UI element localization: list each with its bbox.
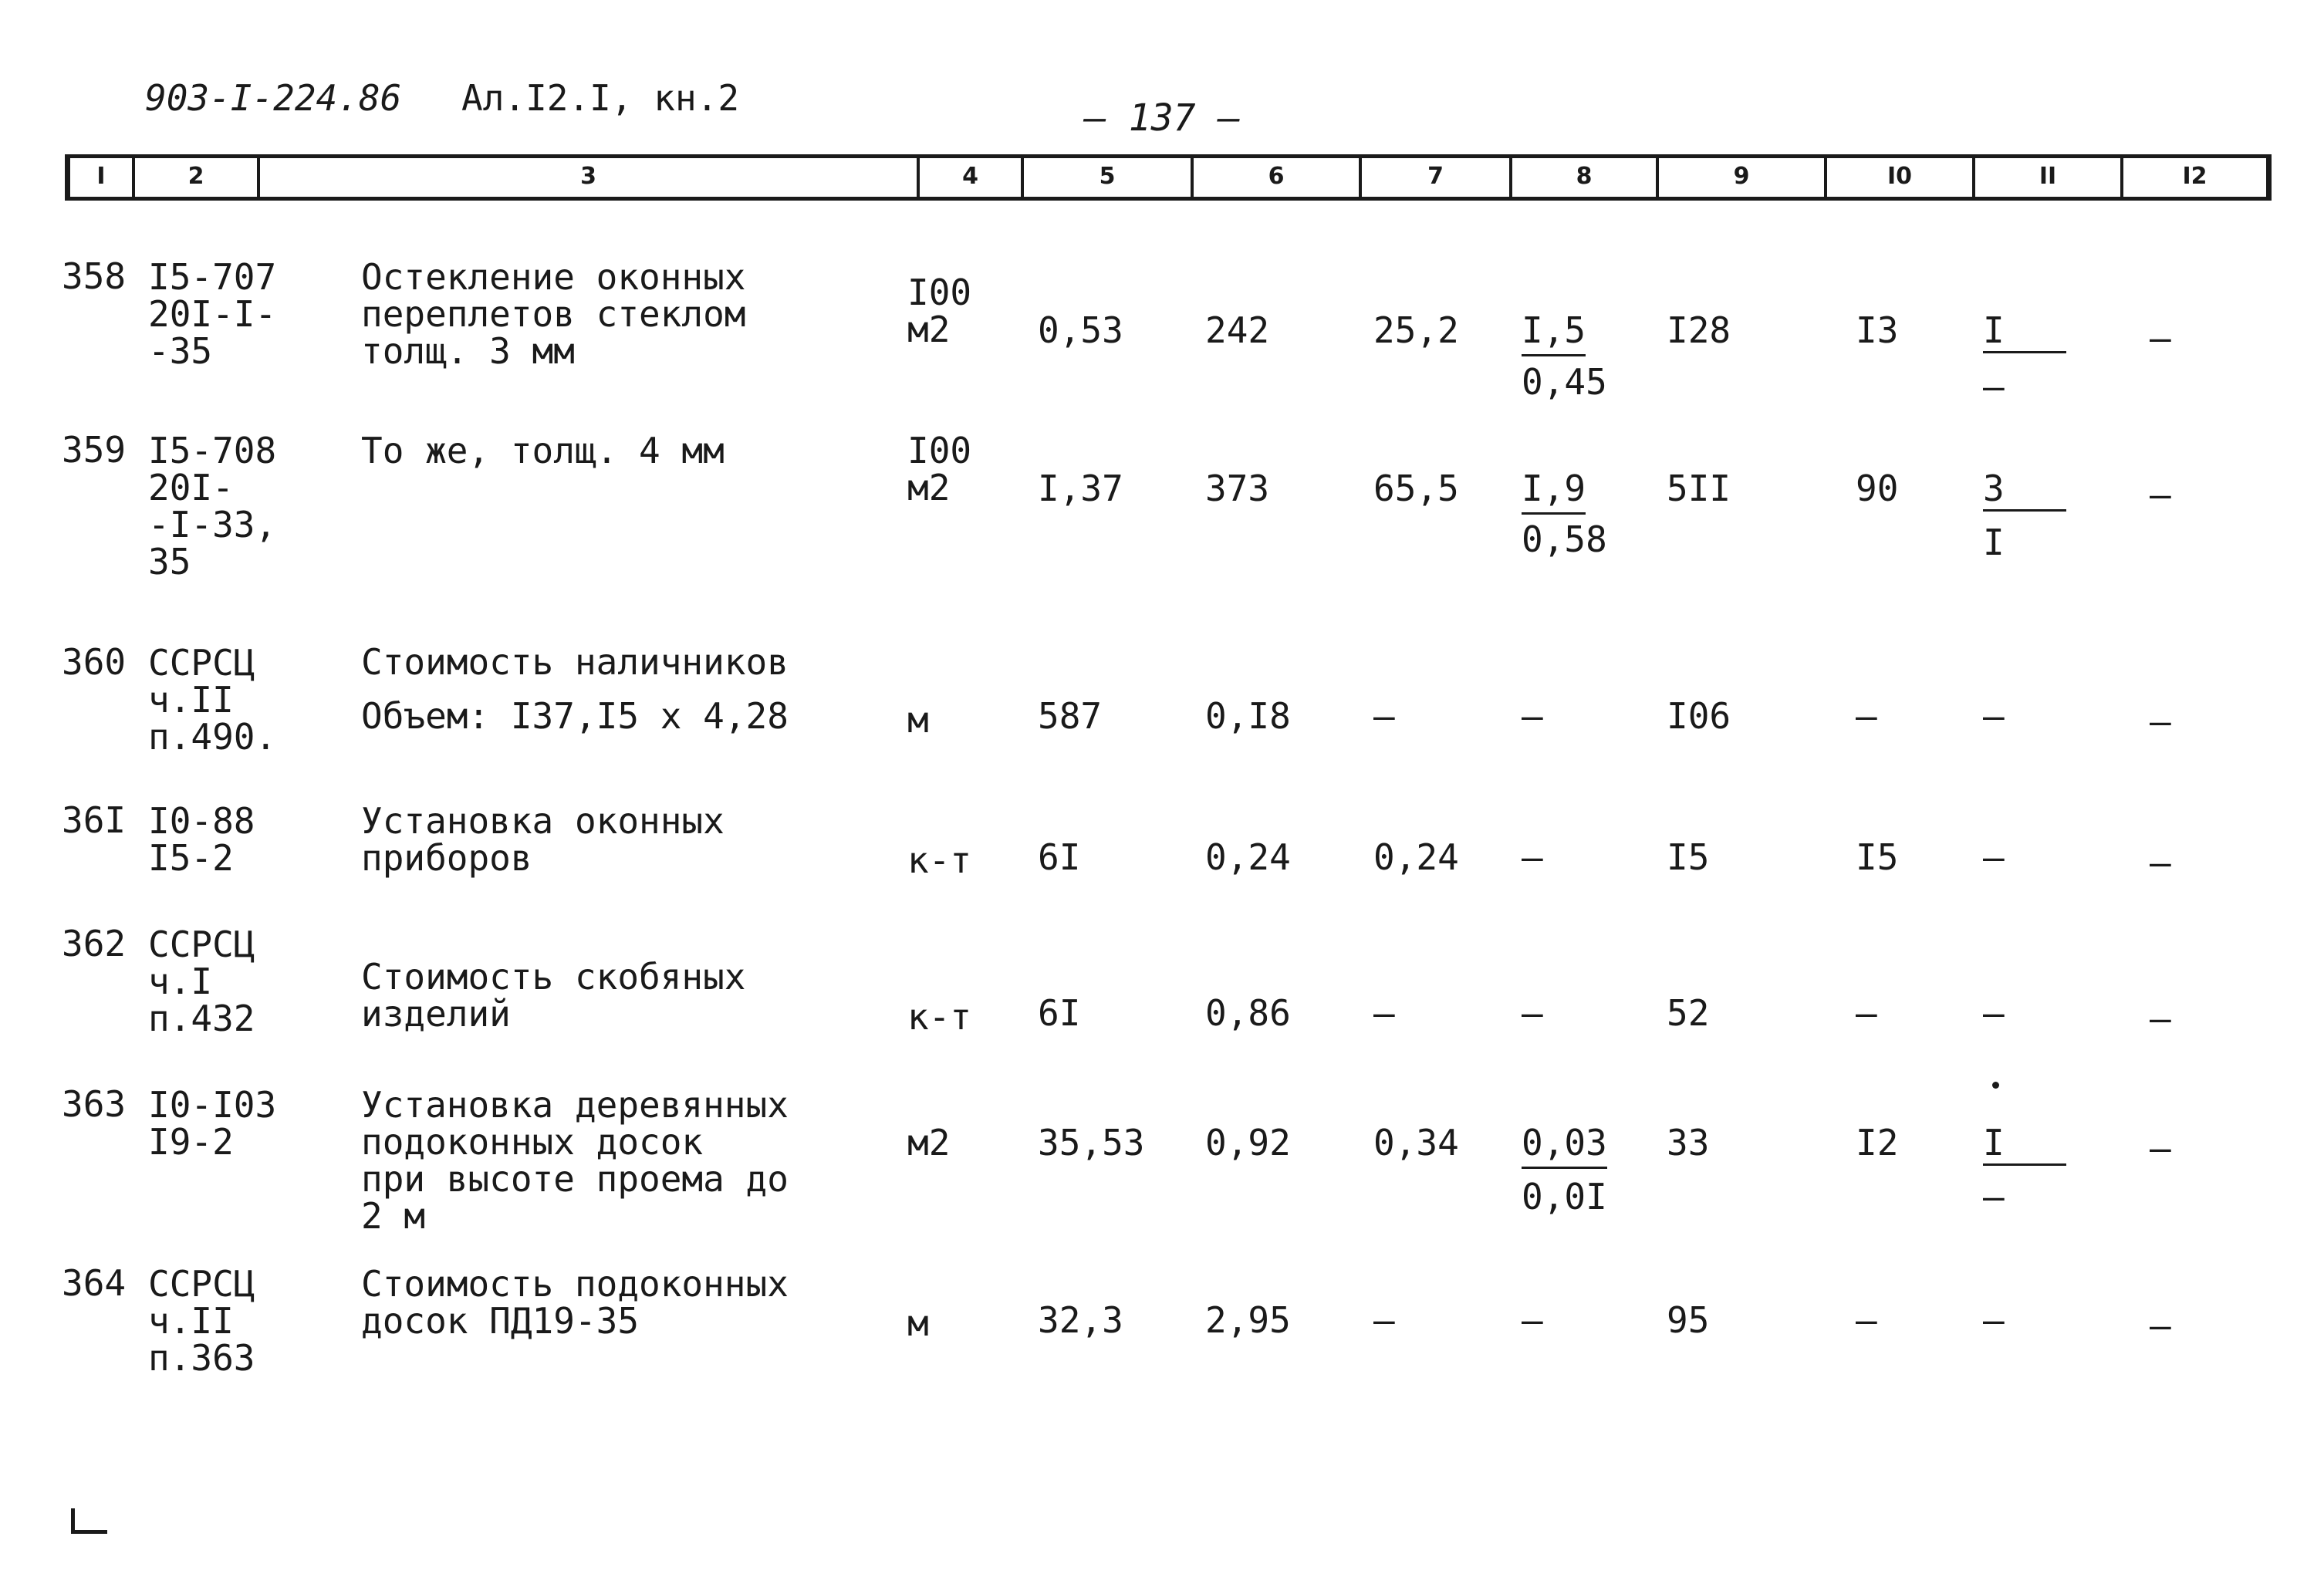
column-header-4: 4	[920, 158, 1024, 197]
row-number: 360	[62, 641, 127, 683]
column-11-top-value: I	[1983, 312, 2066, 353]
unit-cost: 2,95	[1205, 1299, 1291, 1341]
column-11-top-value: 3	[1983, 471, 2066, 512]
column-header-row	[65, 154, 2272, 201]
fraction-bottom: 0,0I	[1522, 1176, 1607, 1217]
rate-code: ССРСЦ ч.II п.490.	[148, 642, 277, 758]
column-10-value: I5	[1856, 836, 1899, 878]
unit-cost: 0,I8	[1205, 695, 1291, 737]
machine-cost: –	[1373, 992, 1395, 1034]
row-number: 36I	[62, 799, 127, 841]
machine-cost: 0,34	[1373, 1122, 1459, 1163]
row-number: 363	[62, 1083, 127, 1125]
total-cost: 5II	[1667, 468, 1731, 509]
mark-dot	[1992, 1082, 1999, 1089]
fraction-bottom: 0,58	[1522, 518, 1607, 560]
total-cost: I5	[1667, 836, 1710, 878]
column-10-value: 90	[1856, 468, 1899, 509]
column-11-value: –	[1983, 992, 2005, 1034]
unit-cost: 0,24	[1205, 836, 1291, 878]
fraction-top	[1522, 1122, 1607, 1163]
column-10-value: –	[1856, 992, 1877, 1034]
column-11-top	[1983, 309, 2066, 353]
column-10-value: –	[1856, 1299, 1877, 1341]
unit-cost: 373	[1205, 468, 1270, 509]
column-12-value: –	[2150, 317, 2171, 359]
column-12-value: –	[2150, 1127, 2171, 1169]
quantity: I,37	[1038, 468, 1123, 509]
fraction-top	[1522, 468, 1586, 509]
fraction-top-value: 0,03	[1522, 1122, 1607, 1169]
unit: к-т	[907, 996, 972, 1038]
column-12-value: –	[2150, 701, 2171, 742]
column-11-top	[1983, 1122, 2066, 1166]
column-10-value: I3	[1856, 309, 1899, 351]
work-name: Установка деревянных подоконных досок при высоте проема до 2 м	[361, 1084, 789, 1237]
column-12-value: –	[2150, 842, 2171, 883]
column-8-value: –	[1522, 1299, 1543, 1341]
unit: м	[907, 1302, 929, 1344]
unit: м2	[907, 1122, 951, 1163]
quantity: 32,3	[1038, 1299, 1123, 1341]
unit: I00 м2	[907, 430, 972, 508]
column-11-top-value: I	[1983, 1125, 2066, 1166]
column-11-bottom: I	[1983, 522, 2005, 563]
column-header-3: 3	[260, 158, 920, 197]
row-number: 364	[62, 1262, 127, 1304]
machine-cost: –	[1373, 1299, 1395, 1341]
column-10-value: I2	[1856, 1122, 1899, 1163]
fraction-bottom: 0,45	[1522, 361, 1607, 403]
total-cost: I28	[1667, 309, 1731, 351]
column-header-7: 7	[1362, 158, 1512, 197]
fraction-top-value: I,9	[1522, 468, 1586, 515]
machine-cost: 0,24	[1373, 836, 1459, 878]
column-12-value: –	[2150, 1305, 2171, 1346]
quantity: 6I	[1038, 836, 1081, 878]
column-8-value: –	[1522, 695, 1543, 737]
machine-cost: 65,5	[1373, 468, 1459, 509]
column-header-12: I2	[2182, 163, 2207, 190]
column-11-bottom: –	[1983, 1176, 2005, 1217]
work-name: Установка оконных приборов	[361, 800, 725, 879]
column-11-value: –	[1983, 695, 2005, 737]
rate-code: I5-708 20I- -I-33, 35	[148, 430, 277, 583]
column-header-11: II	[1975, 158, 2123, 197]
column-header-1: I	[70, 158, 135, 197]
row-number: 362	[62, 923, 127, 964]
column-header-10: I0	[1827, 158, 1975, 197]
column-8-value: –	[1522, 992, 1543, 1034]
column-header-9: 9	[1659, 158, 1827, 197]
work-name: Остекление оконных переплетов стеклом толщ. 3 мм	[361, 256, 746, 372]
work-name: Стоимость скобяных изделий	[361, 956, 746, 1035]
unit-cost: 0,92	[1205, 1122, 1291, 1163]
unit: к-т	[907, 839, 972, 881]
fraction-top	[1522, 309, 1586, 351]
quantity: 6I	[1038, 992, 1081, 1034]
quantity: 35,53	[1038, 1122, 1145, 1163]
rate-code: ССРСЦ ч.I п.432	[148, 924, 255, 1039]
column-10-value: –	[1856, 695, 1877, 737]
row-number: 359	[62, 429, 127, 471]
corner-mark	[71, 1508, 107, 1534]
row-number: 358	[62, 255, 127, 297]
total-cost: 33	[1667, 1122, 1710, 1163]
volume-formula: Объем: I37,I5 х 4,28	[361, 695, 789, 737]
page-number: — 137 —	[1084, 96, 1241, 140]
document-code: 903-I-224.86	[145, 77, 402, 119]
machine-cost: –	[1373, 695, 1395, 737]
column-11-top	[1983, 468, 2066, 512]
column-header-5: 5	[1024, 158, 1194, 197]
total-cost: 95	[1667, 1299, 1710, 1341]
machine-cost: 25,2	[1373, 309, 1459, 351]
work-name: Стоимость подоконных досок ПД19-35	[361, 1263, 789, 1342]
quantity: 587	[1038, 695, 1103, 737]
rate-code: I5-707 20I-I- -35	[148, 256, 277, 372]
work-name: То же, толщ. 4 мм	[361, 430, 725, 471]
quantity: 0,53	[1038, 309, 1123, 351]
column-11-value: –	[1983, 836, 2005, 878]
column-11-value: –	[1983, 1299, 2005, 1341]
rate-code: I0-88 I5-2	[148, 800, 255, 879]
unit: м	[907, 699, 929, 741]
rate-code: ССРСЦ ч.II п.363	[148, 1263, 255, 1379]
unit-cost: 0,86	[1205, 992, 1291, 1034]
column-header-2: 2	[135, 158, 260, 197]
sheet-reference: Ал.I2.I, кн.2	[461, 77, 740, 119]
work-name: Стоимость наличников	[361, 641, 789, 683]
fraction-top-value: I,5	[1522, 309, 1586, 356]
rate-code: I0-I03 I9-2	[148, 1084, 277, 1163]
total-cost: 52	[1667, 992, 1710, 1034]
unit: I00 м2	[907, 272, 972, 350]
total-cost: I06	[1667, 695, 1731, 737]
column-header-8: 8	[1512, 158, 1659, 197]
unit-cost: 242	[1205, 309, 1270, 351]
column-12-value: –	[2150, 998, 2171, 1039]
column-12-value: –	[2150, 474, 2171, 515]
column-8-value: –	[1522, 836, 1543, 878]
column-header-6: 6	[1194, 158, 1362, 197]
column-11-bottom: –	[1983, 366, 2005, 407]
